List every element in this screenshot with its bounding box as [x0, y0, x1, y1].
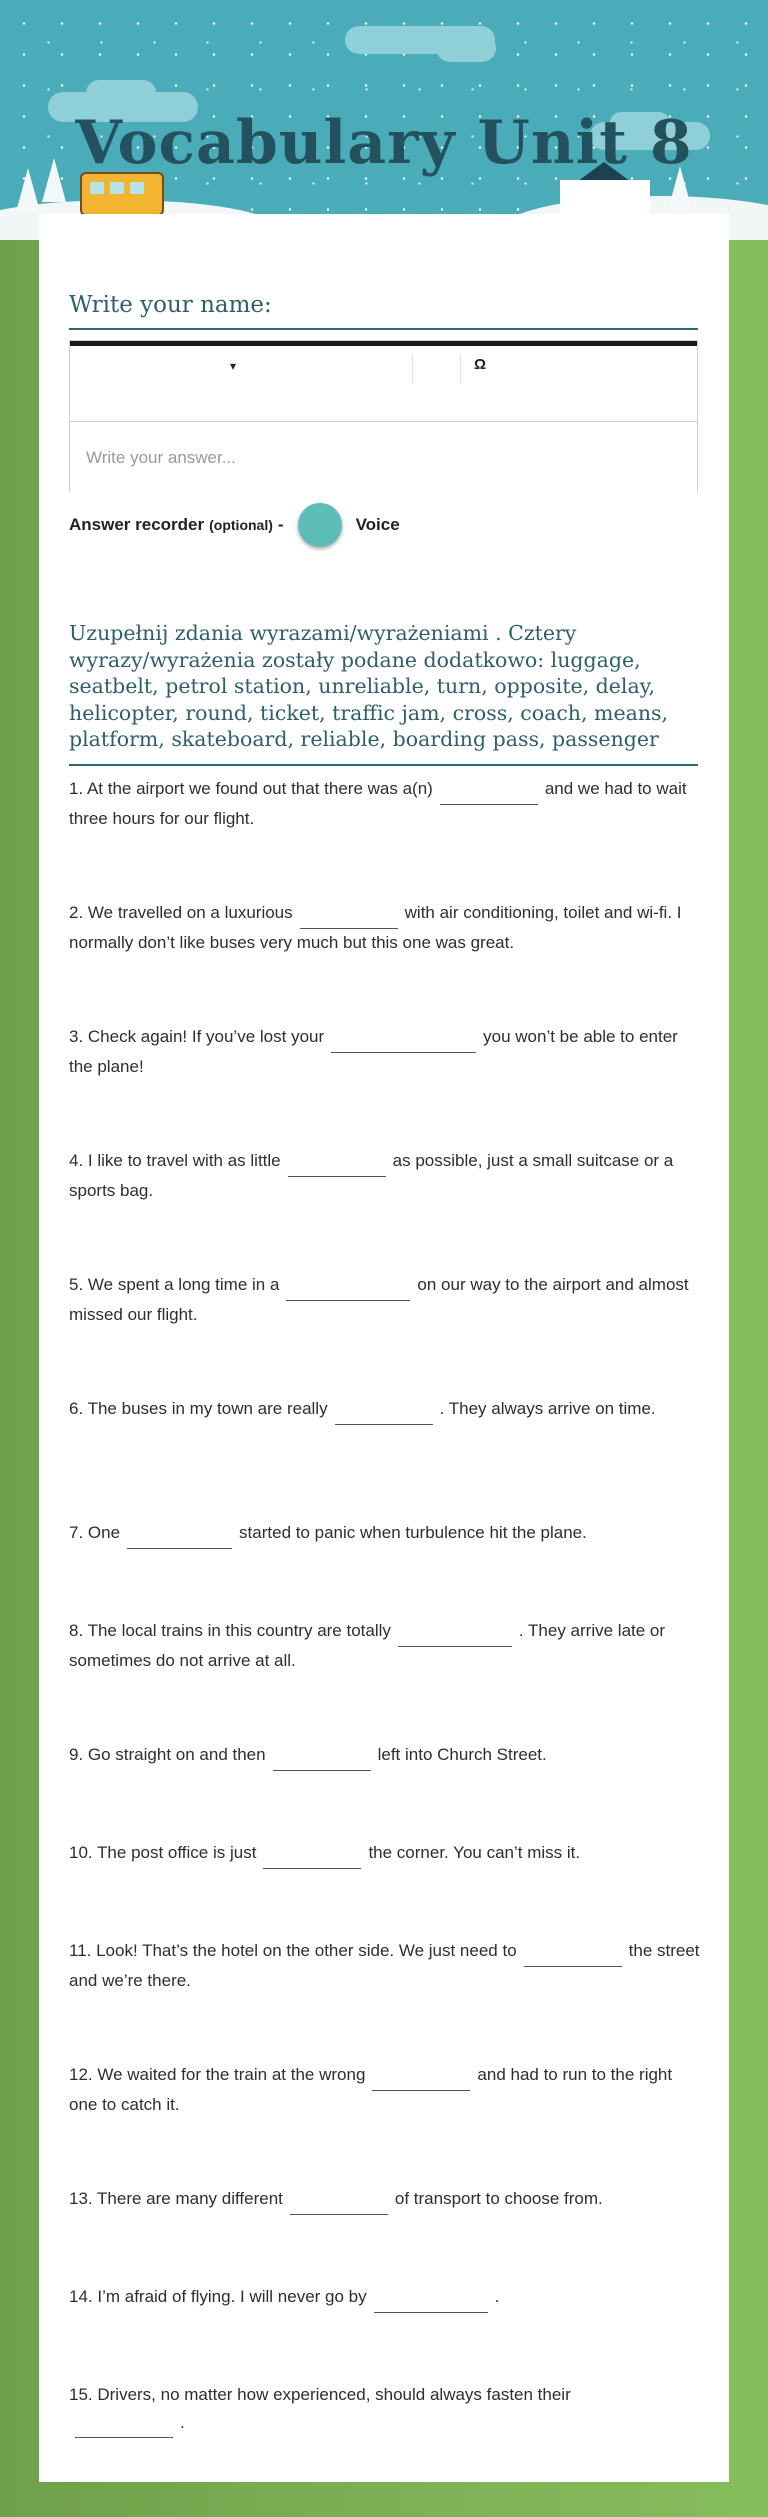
question-9: [69, 1741, 701, 1771]
question-text-before: 2. We travelled on a luxurious: [69, 903, 293, 922]
question-7: [69, 1519, 701, 1549]
question-text-after: .: [494, 2287, 500, 2306]
question-8: [69, 1617, 701, 1674]
name-answer-editor: [69, 340, 698, 492]
page-title: Vocabulary Unit 8: [75, 108, 693, 178]
question-text-before: 12. We waited for the train at the wrong: [69, 2065, 366, 2084]
name-label: Write your name:: [69, 292, 272, 318]
answer-blank-10[interactable]: [263, 1848, 361, 1869]
bus-icon: [80, 172, 164, 216]
worksheet-card: [39, 214, 729, 2482]
toolbar-separator: [460, 354, 461, 384]
question-text-before: 15. Drivers, no matter how experienced, should always fasten their: [69, 2385, 571, 2404]
recorder-optional-label: (optional): [209, 517, 273, 533]
answer-recorder: [69, 502, 400, 548]
divider: [69, 328, 698, 330]
divider: [69, 764, 698, 766]
answer-blank-15[interactable]: [75, 2417, 173, 2438]
question-text-before: 8. The local trains in this country are totally: [69, 1621, 391, 1640]
question-text-after: started to panic when turbulence hit the plane.: [239, 1523, 587, 1542]
recorder-label: Answer recorder: [69, 515, 205, 534]
question-text-before: 4. I like to travel with as little: [69, 1151, 281, 1170]
question-text-after: and had to run to the right one to catch it.: [69, 2065, 673, 2114]
question-1: [69, 775, 701, 832]
question-text-after: left into Church Street.: [377, 1745, 547, 1764]
question-text-after: .: [180, 2412, 185, 2432]
question-2: [69, 899, 701, 956]
toolbar-separator: [412, 354, 413, 384]
question-text-before: 6. The buses in my town are really: [69, 1399, 328, 1418]
question-text-before: 13. There are many different: [69, 2189, 283, 2208]
question-text-after: as possible, just a small suitcase or a sports bag.: [69, 1151, 674, 1200]
question-4: [69, 1147, 701, 1204]
cloud-decoration: [436, 34, 496, 62]
question-15: [69, 2381, 701, 2438]
question-text-before: 11. Look! That’s the hotel on the other side. We just need to: [69, 1941, 517, 1960]
question-text-before: 3. Check again! If you’ve lost your: [69, 1027, 325, 1046]
question-text-after: the corner. You can’t miss it.: [368, 1843, 581, 1862]
question-text-after: on our way to the airport and almost missed our flight.: [69, 1275, 689, 1324]
question-10: [69, 1839, 701, 1869]
answer-blank-7[interactable]: [127, 1528, 232, 1549]
question-text-after: . They arrive late or sometimes do not arrive at all.: [69, 1621, 666, 1670]
answer-blank-2[interactable]: [300, 908, 398, 929]
question-text-before: 5. We spent a long time in a: [69, 1275, 280, 1294]
question-text-after: the street and we’re there.: [69, 1941, 700, 1990]
question-6: [69, 1395, 701, 1425]
question-text-before: 14. I’m afraid of flying. I will never go by: [69, 2287, 367, 2306]
record-button[interactable]: [298, 503, 342, 547]
editor-toolbar: [70, 341, 697, 421]
question-5: [69, 1271, 701, 1328]
answer-blank-1[interactable]: [440, 784, 538, 805]
question-text-after: you won’t be able to enter the plane!: [69, 1027, 678, 1076]
answer-blank-6[interactable]: [335, 1404, 433, 1425]
question-14: [69, 2283, 701, 2313]
question-text-after: and we had to wait three hours for our flight.: [69, 779, 687, 828]
name-answer-input[interactable]: [70, 421, 697, 493]
special-characters-icon[interactable]: Ω: [474, 356, 487, 373]
question-13: [69, 2185, 701, 2215]
answer-blank-14[interactable]: [374, 2292, 488, 2313]
question-text-after: . They always arrive on time.: [439, 1399, 656, 1418]
answer-blank-13[interactable]: [290, 2194, 388, 2215]
answer-blank-3[interactable]: [331, 1032, 476, 1053]
question-text-after: with air conditioning, toilet and wi-fi. I normally don’t like buses very much but this one was great.: [69, 903, 682, 952]
answer-blank-8[interactable]: [398, 1626, 512, 1647]
answer-blank-12[interactable]: [372, 2070, 470, 2091]
recorder-dash: -: [277, 515, 284, 534]
answer-blank-5[interactable]: [286, 1280, 410, 1301]
question-11: [69, 1937, 701, 1994]
answer-blank-4[interactable]: [288, 1156, 386, 1177]
question-3: [69, 1023, 701, 1080]
answer-blank-11[interactable]: [524, 1946, 622, 1967]
question-text-before: 10. The post office is just: [69, 1843, 257, 1862]
answer-blank-9[interactable]: [273, 1750, 371, 1771]
instructions-heading: Uzupełnij zdania wyrazami/wyrażeniami . Cztery wyrazy/wyrażenia zostały podane dodatkowo: luggage, seatbelt, petrol station, unreliable, turn, opposite, delay, helicopter, round, ticket, traffic jam, cross, coach, means, platform, skateboard, reliable, boarding pass, passenger: [69, 621, 669, 751]
cloud-decoration: [86, 80, 156, 106]
question-text-before: 9. Go straight on and then: [69, 1745, 266, 1764]
question-text-before: 1. At the airport we found out that there was a(n): [69, 779, 433, 798]
voice-label: Voice: [355, 515, 400, 534]
question-12: [69, 2061, 701, 2118]
question-text-after: of transport to choose from.: [394, 2189, 603, 2208]
question-text-before: 7. One: [69, 1523, 121, 1542]
font-dropdown-icon[interactable]: ▾: [230, 359, 237, 373]
